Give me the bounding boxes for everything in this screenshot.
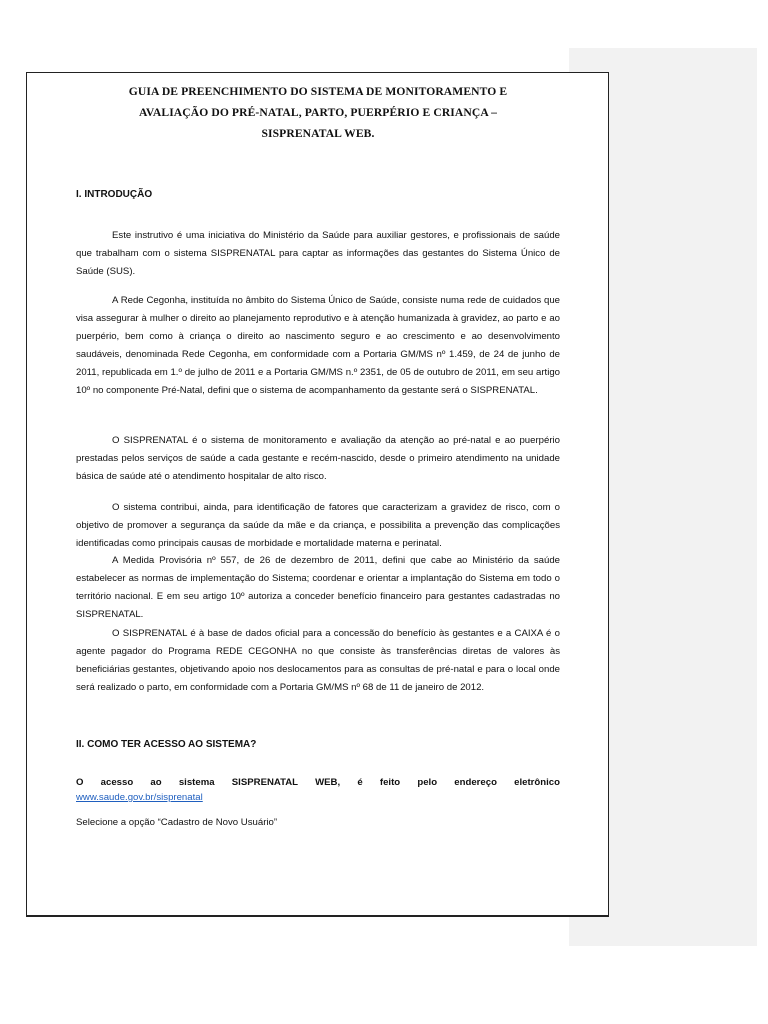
access-instruction: Selecione a opção “Cadastro de Novo Usuário”	[76, 817, 278, 828]
document-title	[87, 81, 549, 144]
paragraph-2: A Rede Cegonha, instituída no âmbito do Sistema Único de Saúde, consiste numa rede de cuidados que visa assegurar à mulher o direito ao planejamento reprodutivo e à atenção humanizada à gravidez, ao parto e ao puerpério, bem como à criança o direito ao nascimento seguro e ao crescimento e ao desenvolvimento saudáveis, denominada Rede Cegonha, em conformidade com a Portaria GM/MS nº 1.459, de 24 de junho de 2011, republicada em 1.º de julho de 2011 e a Portaria GM/MS n.º 2351, de 05 de outubro de 2011, em seu artigo 10º no componente Pré-Natal, defini que o sistema de acompanhamento da gestante será o SISPRENATAL.	[76, 295, 560, 396]
sisprenatal-link[interactable]: www.saude.gov.br/sisprenatal	[76, 792, 203, 803]
title-line-3: SISPRENATAL WEB.	[261, 127, 375, 140]
access-description: O acesso ao sistema SISPRENATAL WEB, é feito pelo endereço eletrônico	[76, 777, 560, 788]
document-page	[26, 72, 609, 917]
section-heading-acesso: II. COMO TER ACESSO AO SISTEMA?	[76, 739, 257, 750]
section-heading-introducao: I. INTRODUÇÃO	[76, 189, 153, 200]
paragraph-6: O SISPRENATAL é à base de dados oficial para a concessão do benefício às gestantes e a CAIXA é o agente pagador do Programa REDE CEGONHA no que consiste às transferências diretas de valores às beneficiárias gestantes, objetivando apoio nos deslocamentos para as consultas de pré-natal e para o local onde será realizado o parto, em conformidade com a Portaria GM/MS nº 68 de 11 de janeiro de 2012.	[76, 628, 560, 693]
title-line-1: GUIA DE PREENCHIMENTO DO SISTEMA DE MONITORAMENTO E	[128, 85, 508, 98]
paragraph-4: O sistema contribui, ainda, para identificação de fatores que caracterizam a gravidez de risco, com o objetivo de promover a segurança da saúde da mãe e da criança, e possibilita a prevenção das complicações identificadas como principais causas de morbidade e mortalidade materna e perinatal.	[76, 502, 560, 549]
title-line-2: AVALIAÇÃO DO PRÉ-NATAL, PARTO, PUERPÉRIO E CRIANÇA –	[138, 106, 498, 119]
paragraph-3: O SISPRENATAL é o sistema de monitoramento e avaliação da atenção ao pré-natal e ao puerpério prestadas pelos serviços de saúde a cada gestante e recém-nascido, desde o primeiro atendimento na unidade básica de saúde até o atendimento hospitalar de alto risco.	[76, 435, 560, 482]
paragraph-1: Este instrutivo é uma iniciativa do Ministério da Saúde para auxiliar gestores, e profissionais de saúde que trabalham com o sistema SISPRENATAL para captar as informações das gestantes do Sistema Único de Saúde (SUS).	[76, 230, 560, 277]
paragraph-5: A Medida Provisória nº 557, de 26 de dezembro de 2011, defini que cabe ao Ministério da saúde estabelecer as normas de implementação do Sistema; coordenar e orientar a implantação do Sistema em todo o território nacional. E em seu artigo 10º autoriza a conceder benefício financeiro para gestantes cadastradas no SISPRENATAL.	[76, 555, 560, 620]
